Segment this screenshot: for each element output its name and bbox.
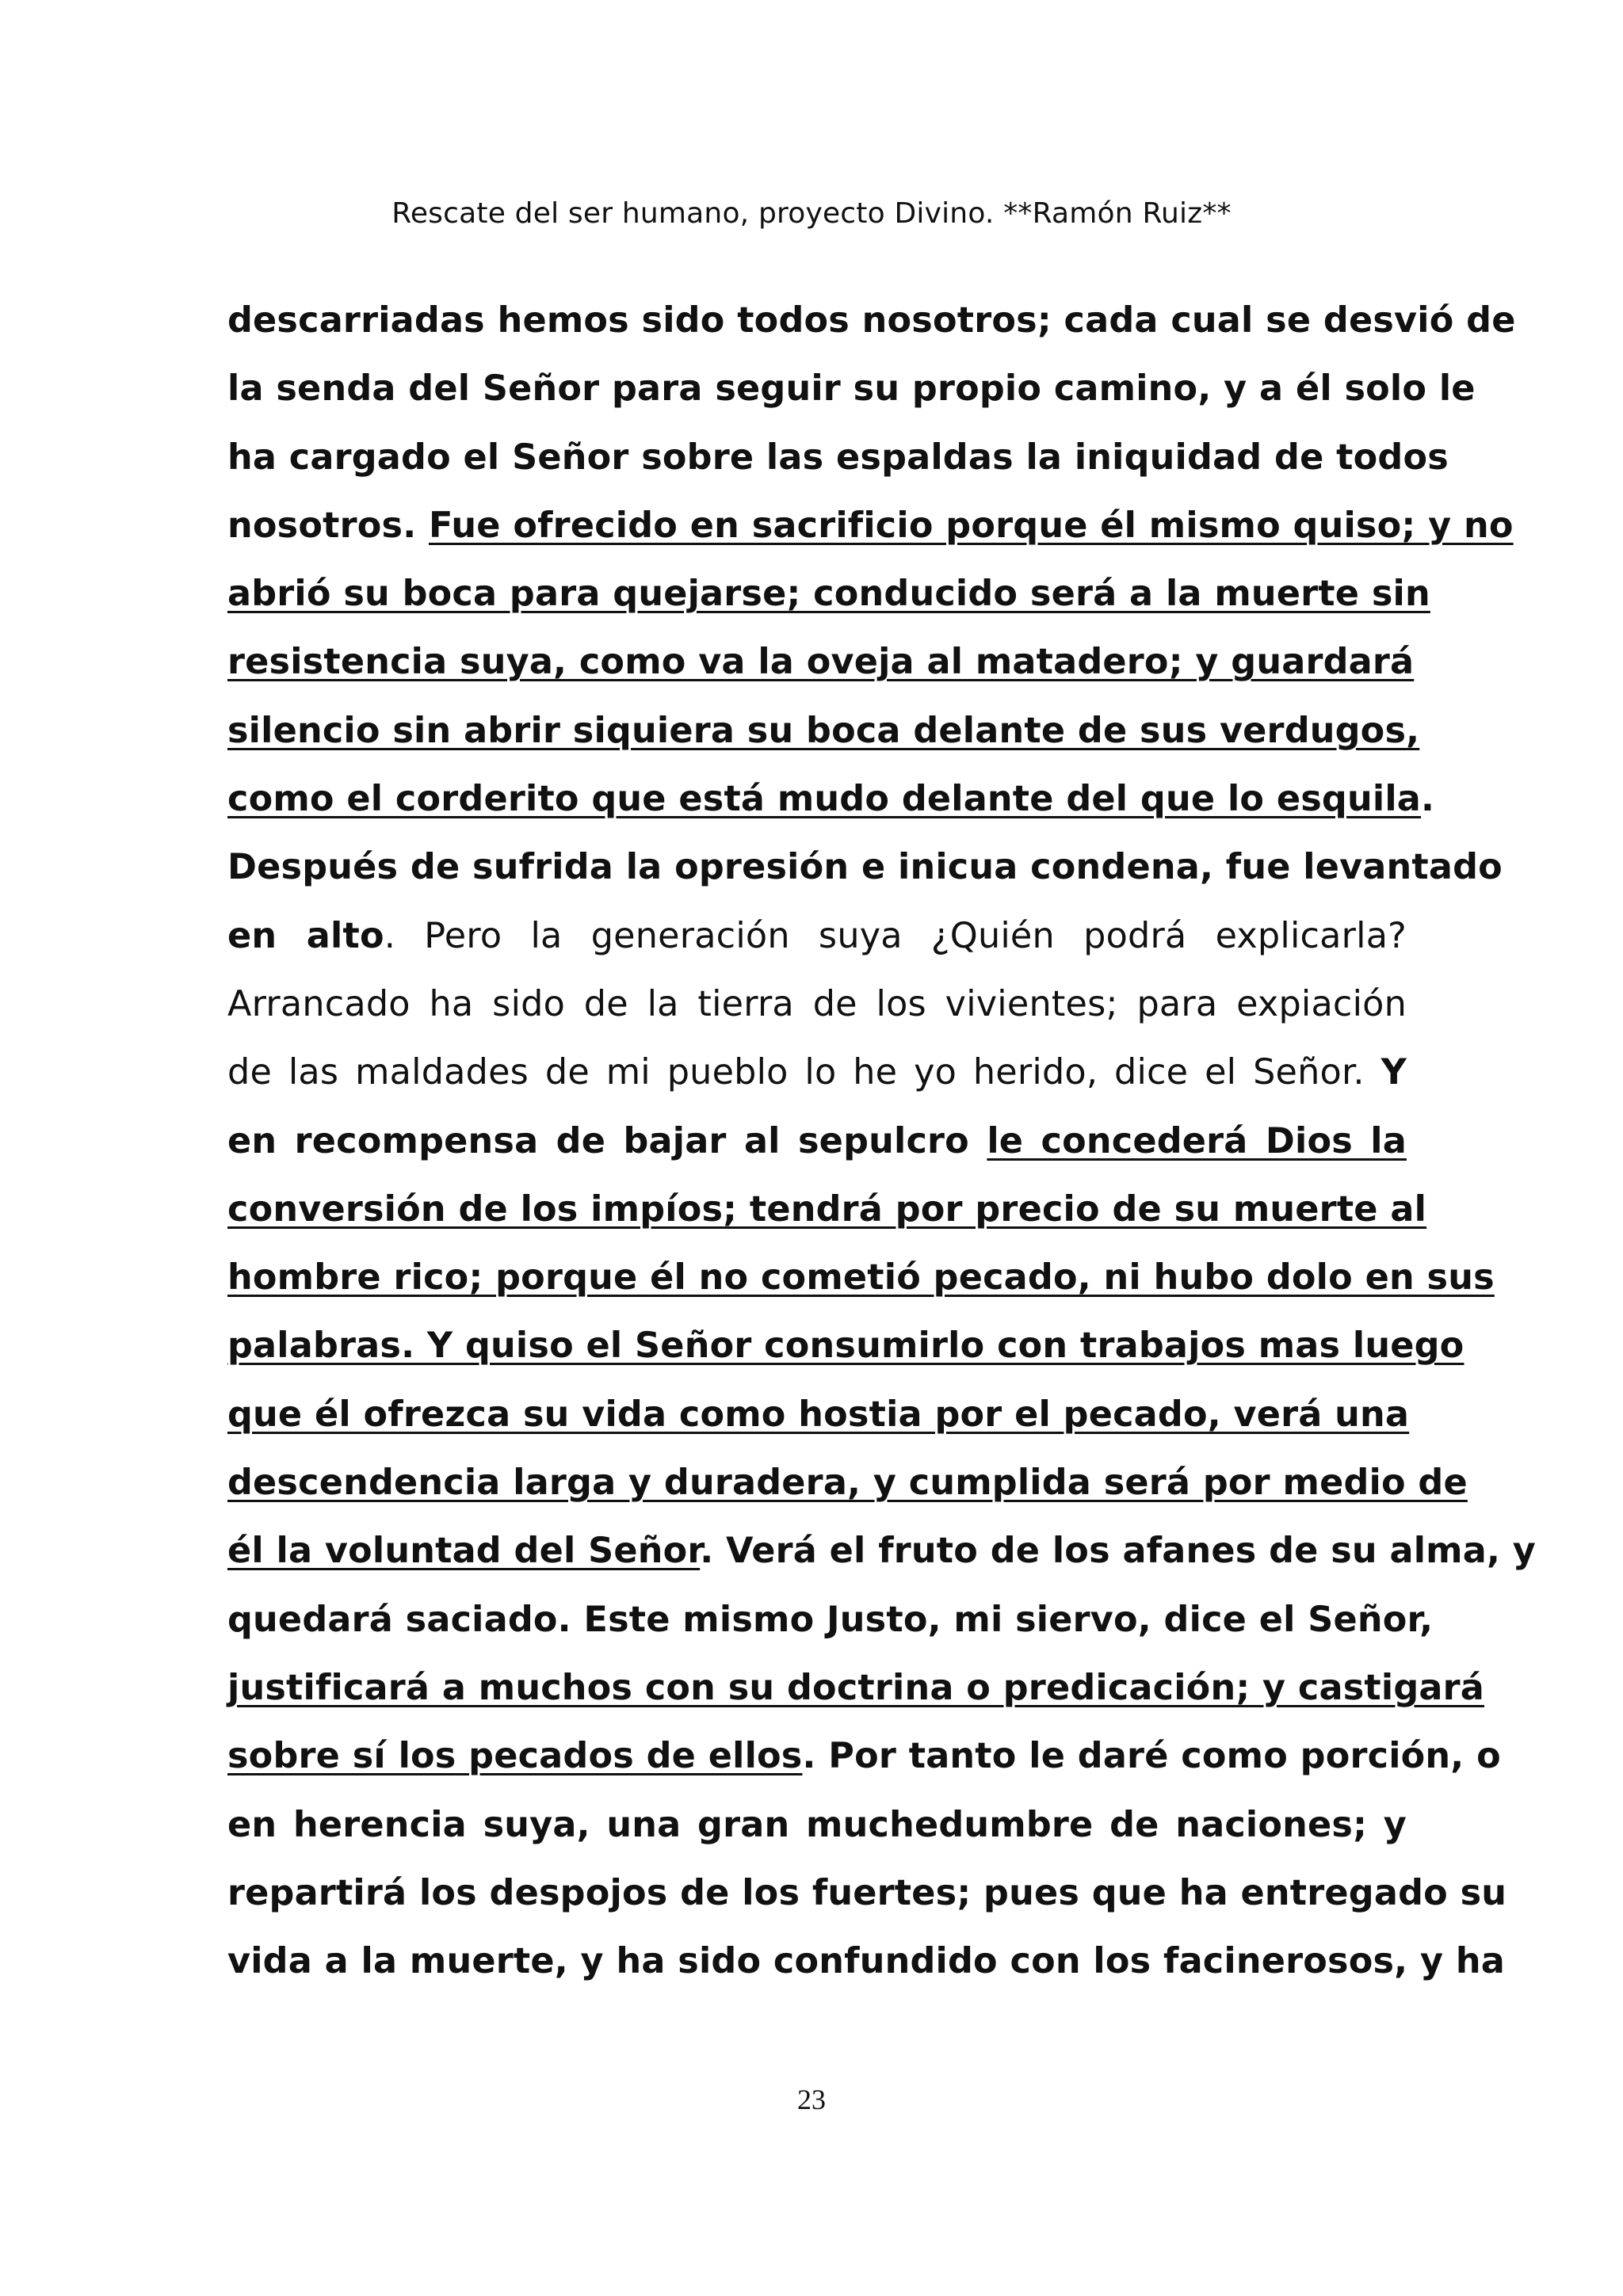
- bold-text: . Por tanto le daré como porción, o: [802, 1736, 1501, 1777]
- text-line: [227, 424, 1449, 492]
- text-line: [227, 560, 1430, 628]
- page-number: 23: [797, 2084, 826, 2115]
- bold-text: vida a la muerte, y ha sido confundido con los facinerosos, y ha: [227, 1941, 1505, 1982]
- bold-text: repartirá los despojos de los fuertes; pues que ha entregado su: [227, 1872, 1507, 1913]
- bold-text: descarriadas hemos sido todos nosotros; cada cual se desvió de: [227, 300, 1516, 341]
- underlined-text: justificará a muchos con su doctrina o predicación; y castigará: [227, 1667, 1484, 1708]
- text-line: [227, 1449, 1468, 1517]
- plain-text: . Pero la generación suya ¿Quién podrá explicarla?: [384, 915, 1407, 956]
- bold-text: Y: [1381, 1052, 1407, 1093]
- underlined-text: hombre rico; porque él no cometió pecado, ni hubo dolo en sus: [227, 1257, 1495, 1299]
- text-line: [227, 1039, 1407, 1107]
- bold-text: quedará saciado. Este mismo Justo, mi siervo, dice el Señor,: [227, 1599, 1434, 1640]
- text-line: [227, 902, 1407, 971]
- bold-text: .: [1421, 779, 1435, 820]
- plain-text: Arrancado ha sido de la tierra de los vivientes; para expiación: [227, 983, 1407, 1024]
- bold-text: . Verá el fruto de los afanes de su alma, y: [700, 1531, 1536, 1572]
- underlined-text: como el corderito que está mudo delante del que lo esquila: [227, 779, 1422, 820]
- underlined-text: descendencia larga y duradera, y cumplida será por medio de: [227, 1463, 1468, 1504]
- bold-text: ha cargado el Señor sobre las espaldas la iniquidad de todos: [227, 437, 1449, 478]
- text-line: [227, 492, 1514, 560]
- text-line: [227, 628, 1415, 696]
- plain-text: de las maldades de mi pueblo lo he yo herido, dice el Señor.: [227, 1052, 1381, 1093]
- underlined-text: Fue ofrecido en sacrificio porque él mismo quiso; y no: [429, 505, 1514, 546]
- bold-text: la senda del Señor para seguir su propio camino, y a él solo le: [227, 368, 1476, 410]
- text-line: [227, 1381, 1410, 1449]
- underlined-text: silencio sin abrir siquiera su boca delante de sus verdugos,: [227, 710, 1420, 751]
- text-line: [227, 1312, 1465, 1380]
- underlined-text: que él ofrezca su vida como hostia por el pecado, verá una: [227, 1394, 1410, 1435]
- text-line: [227, 1654, 1484, 1722]
- bold-text: en recompensa de bajar al sepulcro: [227, 1120, 987, 1161]
- text-line: [227, 1517, 1536, 1585]
- underlined-text: conversión de los impíos; tendrá por precio de su muerte al: [227, 1188, 1427, 1230]
- bold-text: Después de sufrida la opresión e inicua condena, fue levantado: [227, 847, 1503, 888]
- underlined-text: sobre sí los pecados de ellos: [227, 1736, 803, 1777]
- text-line: [227, 765, 1435, 833]
- running-header: Rescate del ser humano, proyecto Divino. **Ramón Ruiz**: [391, 197, 1232, 230]
- bold-text: en alto: [227, 915, 384, 956]
- text-line: [227, 287, 1516, 355]
- text-line: [227, 1928, 1505, 1996]
- text-line: [227, 1722, 1501, 1791]
- text-line: [227, 697, 1420, 765]
- underlined-text: le concederá Dios la: [987, 1120, 1407, 1161]
- text-line: [227, 833, 1503, 902]
- underlined-text: él la voluntad del Señor: [227, 1531, 701, 1572]
- underlined-text: abrió su boca para quejarse; conducido será a la muerte sin: [227, 574, 1430, 615]
- bold-text: nosotros.: [227, 505, 429, 546]
- body-paragraph: [227, 287, 1536, 1996]
- text-line: [227, 1244, 1495, 1312]
- text-line: [227, 1859, 1507, 1928]
- text-line: [227, 1791, 1407, 1859]
- text-line: [227, 1108, 1407, 1176]
- text-line: [227, 1176, 1427, 1244]
- text-line: [227, 1586, 1434, 1654]
- text-line: [227, 355, 1476, 423]
- text-line: [227, 971, 1407, 1039]
- underlined-text: resistencia suya, como va la oveja al matadero; y guardará: [227, 642, 1415, 683]
- bold-text: en herencia suya, una gran muchedumbre de naciones; y: [227, 1804, 1407, 1845]
- underlined-text: palabras. Y quiso el Señor consumirlo con trabajos mas luego: [227, 1325, 1465, 1367]
